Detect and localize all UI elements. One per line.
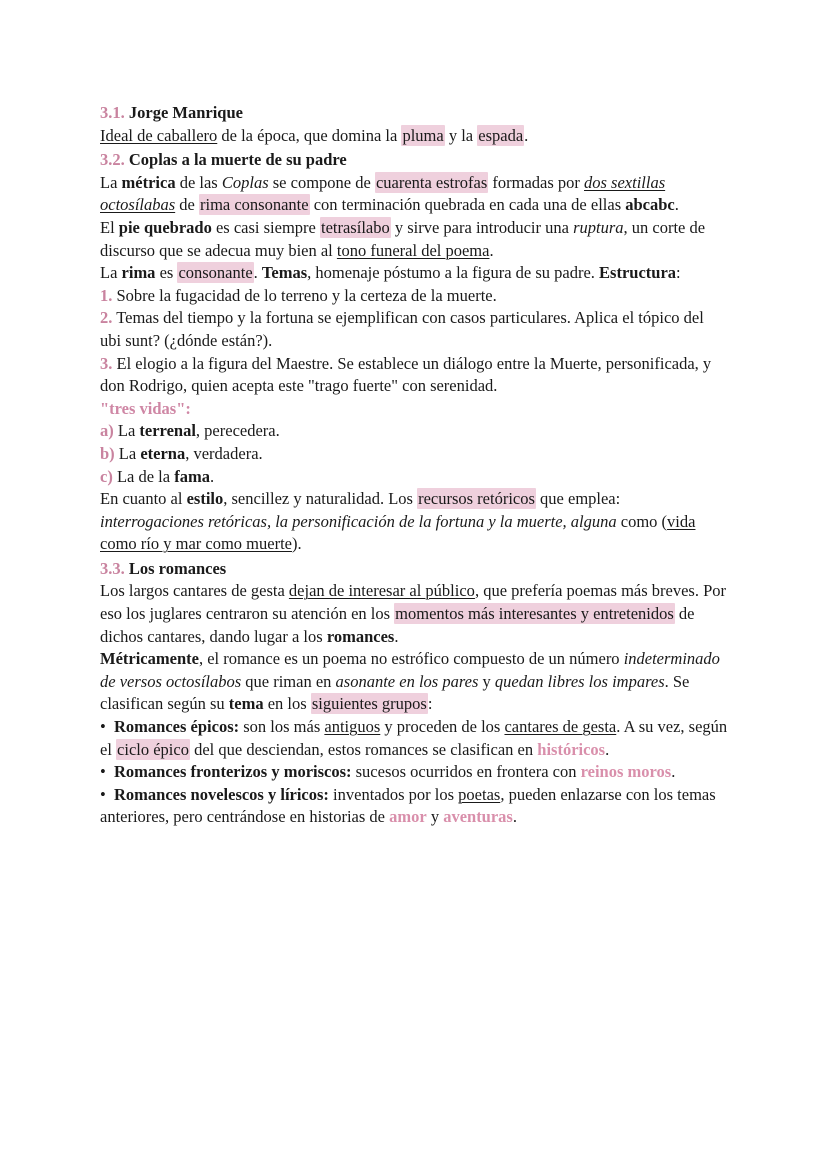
highlight-pluma: pluma [402, 125, 444, 145]
text-plain: de [175, 195, 199, 215]
text-bold-tema: tema [228, 694, 264, 714]
list-item-numbered-3 [100, 353, 728, 398]
text-bold-romances-novelescos: Romances novelescos y líricos: [114, 784, 329, 804]
text-plain: se compone de [268, 172, 375, 192]
text-plain: . [671, 762, 676, 782]
text-plain: sucesos ocurridos en frontera con [351, 762, 581, 782]
text-plain: . [605, 739, 610, 759]
text-accent-reinos-moros: reinos moros [580, 762, 672, 782]
text-underline-poetas: poetas [458, 784, 501, 804]
text-plain: y la [444, 125, 478, 145]
text-italic-dos-sextillas: dos sextillas octosílabas [100, 172, 666, 215]
text-bold-temas: Temas [261, 263, 308, 283]
list-marker: 1. [100, 285, 113, 305]
section-title: Los romances [128, 558, 227, 578]
text-underline-cantares-gesta: cantares de gesta [504, 717, 617, 737]
text-italic-interrogaciones: interrogaciones retóricas, la personificación de la fortuna y la muerte, alguna [100, 511, 617, 531]
list-marker: 2. [100, 308, 113, 328]
text-plain: en los [263, 694, 311, 714]
section-number: 3.1. [100, 103, 125, 122]
paragraph-pie-quebrado [100, 217, 728, 262]
list-text: Sobre la fugacidad de lo terreno y la certeza de la muerte. [112, 285, 497, 305]
text-plain: , que prefería poemas más breves. Por eso los juglares centraron su atención en los [100, 581, 727, 624]
text-plain: de dichos cantares, dando lugar a los [100, 604, 695, 646]
list-item-vida-b [100, 443, 728, 466]
text-ideal-caballero: Ideal de caballero [100, 125, 218, 145]
text-plain: es casi siempre [211, 217, 320, 237]
list-text: El elogio a la figura del Maestre. Se establece un diálogo entre la Muerte, personificada, y don Rodrigo, quien acepta este "trago fuerte" con serenidad. [100, 353, 712, 396]
list-item-vida-a [100, 420, 728, 443]
text-underline-antiguos: antiguos [324, 717, 381, 737]
text-plain: y proceden de los [380, 717, 505, 737]
text-underline-tono-funeral: tono funeral del poema [336, 240, 490, 260]
text-plain: que emplea: [535, 489, 621, 509]
highlight-ciclo-epico: ciclo épico [117, 739, 189, 759]
text-plain: , pueden enlazarse con los temas anteriores, pero centrándose en historias de [100, 784, 716, 827]
section-heading-3-3 [100, 558, 728, 581]
text-plain: , homenaje póstumo a la figura de su padre. [307, 263, 600, 283]
text-plain: Los largos cantares de gesta [100, 581, 289, 601]
highlight-rima-consonante: rima consonante [200, 195, 309, 215]
text-plain: que riman en [241, 671, 336, 691]
text-plain: . [524, 125, 529, 145]
text-plain: y [478, 671, 495, 691]
list-item-bullet-epicos [100, 716, 728, 761]
highlight-consonante: consonante [178, 263, 253, 283]
highlight-siguientes-grupos: siguientes grupos [311, 694, 427, 714]
text-plain: . [253, 263, 262, 283]
text-plain: como ( [616, 511, 668, 531]
text-bold-eterna: eterna [140, 443, 186, 463]
bullet-icon: • [100, 762, 106, 782]
list-text: , perecedera. [195, 421, 280, 441]
text-plain: y [426, 807, 444, 827]
section-title: Coplas a la muerte de su padre [128, 150, 347, 170]
text-bold-abcabc: abcabc [625, 195, 675, 215]
list-marker: b) [100, 443, 115, 463]
document-body [100, 102, 728, 829]
list-item-bullet-fronterizos [100, 761, 728, 784]
text-bold-metrica: métrica [121, 172, 176, 192]
list-text: . [209, 466, 215, 486]
list-text: La [113, 421, 140, 441]
text-plain: En cuanto al [100, 489, 187, 509]
paragraph-rima [100, 262, 728, 285]
text-plain: . [489, 240, 494, 260]
text-plain: . [674, 195, 679, 215]
text-plain: de la época, que domina la [217, 125, 402, 145]
text-plain: . [394, 626, 399, 646]
text-plain: es [155, 263, 178, 283]
highlight-recursos-retoricos: recursos retóricos [418, 489, 535, 509]
text-plain: El [100, 217, 119, 237]
list-text: Temas del tiempo y la fortuna se ejemplifican con casos particulares. Aplica el tópico del ubi sunt? (¿dónde están?). [100, 308, 704, 350]
list-text: , verdadera. [185, 443, 263, 463]
text-tres-vidas: "tres vidas": [100, 398, 191, 418]
list-marker: c) [100, 466, 113, 486]
list-item-vida-c [100, 466, 728, 489]
text-plain: . Se clasifican según su [100, 671, 690, 714]
text-plain: , sencillez y naturalidad. Los [223, 489, 418, 509]
text-bold-romances: romances [326, 626, 395, 646]
text-plain: son los más [239, 717, 325, 737]
text-accent-aventuras: aventuras [443, 807, 513, 827]
text-underline-vida-como-rio: vida como río y mar como muerte [100, 511, 696, 554]
section-3-1-line [100, 125, 728, 148]
text-underline-dejan-interesar: dejan de interesar al público [288, 581, 475, 601]
text-italic-ruptura: ruptura [573, 217, 624, 237]
text-plain: formadas por [488, 172, 585, 192]
section-title: Jorge Manrique [128, 103, 243, 122]
list-item-numbered-1 [100, 285, 728, 308]
text-bold-pie-quebrado: pie quebrado [118, 217, 212, 237]
highlight-momentos-interesantes: momentos más interesantes y entretenidos [395, 604, 674, 624]
text-bold-estructura: Estructura [599, 263, 677, 283]
text-plain: La [100, 263, 122, 283]
text-italic-asonante: asonante en los pares [335, 671, 479, 691]
list-item-numbered-2 [100, 307, 728, 352]
text-plain: , el romance es un poema no estrófico compuesto de un número [198, 649, 624, 669]
text-bold-estilo: estilo [186, 489, 224, 509]
text-bold-rima: rima [121, 263, 156, 283]
text-bold-fama: fama [174, 466, 210, 486]
text-bold-romances-fronterizos: Romances fronterizos y moriscos: [114, 762, 352, 782]
list-marker: a) [100, 421, 114, 441]
text-plain: La [100, 172, 122, 192]
text-plain: . [512, 807, 517, 827]
text-plain: con terminación quebrada en cada una de ellas [309, 195, 626, 215]
bullet-icon: • [100, 717, 106, 737]
section-heading-3-2 [100, 149, 728, 172]
text-bold-romances-epicos: Romances épicos: [114, 717, 240, 737]
paragraph-cantares [100, 580, 728, 648]
text-plain: y sirve para introducir una [390, 217, 574, 237]
text-bold-terrenal: terrenal [139, 421, 196, 441]
highlight-tetrasilabo: tetrasílabo [321, 217, 390, 237]
text-plain: , un corte de discurso que se adecua muy bien al [100, 217, 706, 260]
text-italic-indeterminado: indeterminado de versos octosílabos [100, 649, 720, 691]
text-italic-coplas: Coplas [221, 172, 269, 192]
text-plain: de las [175, 172, 222, 192]
text-accent-amor: amor [389, 807, 427, 827]
text-plain: . A su vez, según el [100, 717, 728, 759]
label-tres-vidas [100, 398, 728, 421]
text-plain: inventados por los [328, 784, 459, 804]
list-text: La de la [112, 466, 175, 486]
list-text: La [114, 443, 141, 463]
list-marker: 3. [100, 353, 113, 373]
section-number: 3.2. [100, 150, 125, 170]
text-plain: : [427, 694, 433, 714]
section-heading-3-1 [100, 102, 728, 125]
text-plain: del que desciendan, estos romances se clasifican en [189, 739, 538, 759]
text-italic-quedan-libres: quedan libres los impares [494, 671, 665, 691]
paragraph-estilo [100, 488, 728, 556]
paragraph-metrica [100, 172, 728, 217]
text-plain: : [676, 263, 681, 283]
text-bold-metricamente: Métricamente [100, 649, 199, 669]
highlight-cuarenta-estrofas: cuarenta estrofas [375, 172, 488, 192]
section-number: 3.3. [100, 558, 125, 578]
paragraph-metricamente [100, 648, 728, 716]
text-accent-historicos: históricos [537, 739, 606, 759]
text-plain: ). [291, 534, 302, 554]
bullet-icon: • [100, 784, 106, 804]
list-item-bullet-novelescos [100, 784, 728, 829]
highlight-espada: espada [478, 125, 524, 145]
